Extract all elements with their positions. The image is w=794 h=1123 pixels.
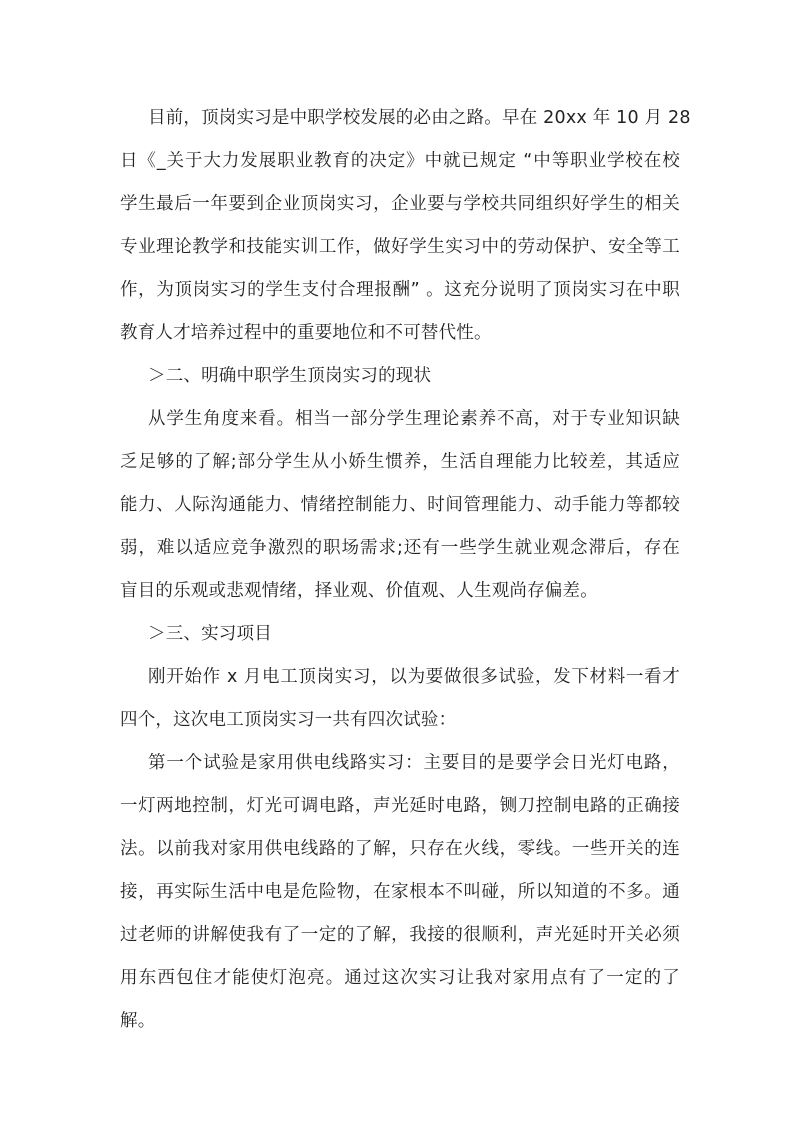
paragraph-status-line-5: 盲目的乐观或悲观情绪，择业观、价值观、人生观尚存偏差。 bbox=[120, 581, 598, 601]
paragraph-experiment-1-line-1: 第一个试验是家用供电线路实习：主要目的是要学会日光灯电路， bbox=[148, 753, 680, 773]
paragraph-status-line-4: 弱，难以适应竞争激烈的职场需求;还有一些学生就业观念滞后，存在 bbox=[120, 538, 680, 558]
paragraph-intro-line-1: 目前，顶岗实习是中职学校发展的必由之路。早在 20xx 年 10 月 28 bbox=[148, 108, 691, 128]
paragraph-intro-line-5: 作，为顶岗实习的学生支付合理报酬” 。这充分说明了顶岗实习在中职 bbox=[120, 280, 680, 300]
paragraph-intro-line-3: 学生最后一年要到企业顶岗实习，企业要与学校共同组织好学生的相关 bbox=[120, 194, 680, 214]
paragraph-status-line-3: 能力、人际沟通能力、情绪控制能力、时间管理能力、动手能力等都较 bbox=[120, 495, 680, 515]
section-heading-3: ＞三、实习项目 bbox=[148, 624, 272, 644]
section-heading-2: ＞二、明确中职学生顶岗实习的现状 bbox=[148, 366, 432, 386]
paragraph-experiment-1-line-5: 过老师的讲解使我有了一定的了解，我接的很顺利，声光延时开关必须 bbox=[120, 925, 680, 945]
paragraph-intro-line-2: 日《_关于大力发展职业教育的决定》中就已规定 “中等职业学校在校 bbox=[120, 151, 680, 171]
paragraph-status-line-2: 乏足够的了解;部分学生从小娇生惯养，生活自理能力比较差，其适应 bbox=[120, 452, 680, 472]
paragraph-project-intro-line-2: 四个，这次电工顶岗实习一共有四次试验： bbox=[120, 710, 457, 730]
paragraph-experiment-1-line-7: 解。 bbox=[120, 1011, 156, 1031]
paragraph-intro-line-4: 专业理论教学和技能实训工作，做好学生实习中的劳动保护、安全等工 bbox=[120, 237, 680, 257]
paragraph-status-line-1: 从学生角度来看。相当一部分学生理论素养不高，对于专业知识缺 bbox=[148, 409, 680, 429]
paragraph-intro-line-6: 教育人才培养过程中的重要地位和不可替代性。 bbox=[120, 323, 492, 343]
paragraph-experiment-1-line-2: 一灯两地控制，灯光可调电路，声光延时电路，铡刀控制电路的正确接 bbox=[120, 796, 680, 816]
paragraph-experiment-1-line-3: 法。以前我对家用供电线路的了解，只存在火线，零线。一些开关的连 bbox=[120, 839, 680, 859]
paragraph-project-intro-line-1: 刚开始作 x 月电工顶岗实习，以为要做很多试验，发下材料一看才 bbox=[148, 667, 680, 687]
paragraph-experiment-1-line-4: 接，再实际生活中电是危险物，在家根本不叫碰，所以知道的不多。通 bbox=[120, 882, 680, 902]
paragraph-experiment-1-line-6: 用东西包住才能使灯泡亮。通过这次实习让我对家用点有了一定的了 bbox=[120, 968, 680, 988]
